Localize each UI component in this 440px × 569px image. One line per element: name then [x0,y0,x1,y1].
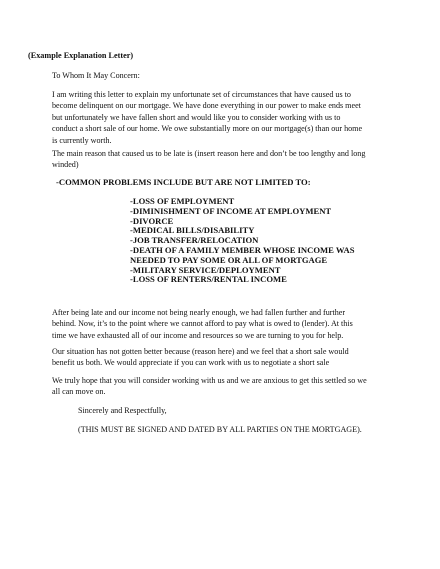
paragraph-line: is currently worth. [52,135,112,145]
paragraph-line: become delinquent on our mortgage. We have done everything in our power to make ends meet [52,101,361,111]
paragraph-line: Our situation has not gotten better because (reason here) and we feel that a short sale would [52,347,349,356]
paragraph-line: I am writing this letter to explain my unfortunate set of circumstances that have caused us to [52,90,351,99]
problem-item: -LOSS OF EMPLOYMENT [130,196,235,206]
paragraph-reason [52,148,365,171]
paragraph-line: all can move on. [52,387,106,397]
problem-item: NEEDED TO PAY SOME OR ALL OF MORTGAGE [130,254,328,265]
paragraph-line: We truly hope that you will consider working with us and we are anxious to get this settled so we [52,376,367,385]
problem-item: -DIVORCE [130,215,174,226]
paragraph-behind [52,307,353,341]
paragraph-line: behind. Now, it’s to the point where we cannot afford to pay what is owed to (lender). At this [52,319,353,329]
paragraph-line: time we have exhausted all of our income and resources so we are turning to you for help. [52,330,344,340]
problem-item: -MILITARY SERVICE/DEPLOYMENT [130,264,281,275]
problem-item: -LOSS OF RENTERS/RENTAL INCOME [130,274,287,285]
paragraph-situation [52,346,349,369]
problem-item: -MEDICAL BILLS/DISABILITY [130,225,255,236]
letter-title: (Example Explanation Letter) [28,51,134,60]
paragraph-line: conduct a short sale of our home. We owe substantially more on our mortgage(s) than our home [52,124,363,134]
paragraph-circumstances [52,89,362,146]
problem-item: -JOB TRANSFER/RELOCATION [130,235,259,246]
closing: Sincerely and Respectfully, [78,406,167,415]
problems-heading: -COMMON PROBLEMS INCLUDE BUT ARE NOT LIMITED TO: [56,177,311,187]
problem-item: -DIMINISHMENT OF INCOME AT EMPLOYMENT [130,205,332,216]
paragraph-line: After being late and our income not being nearly enough, we had fallen further and further [52,308,346,317]
paragraph-line: benefit us both. We would appreciate if you can work with us to negotiate a short sale [52,358,330,368]
problem-item: -DEATH OF A FAMILY MEMBER WHOSE INCOME WAS [130,244,355,255]
paragraph-line: but unfortunately we have fallen short and would like you to consider working with us to [52,112,341,122]
paragraph-line: The main reason that caused us to be late is (insert reason here and don’t be too lengthy and long [52,149,366,158]
paragraph-hope [52,375,367,398]
paragraph-line: winded) [52,160,79,170]
salutation: To Whom It May Concern: [52,71,140,80]
signature-note: (THIS MUST BE SIGNED AND DATED BY ALL PARTIES ON THE MORTGAGE). [78,425,362,434]
problems-list [130,197,355,285]
